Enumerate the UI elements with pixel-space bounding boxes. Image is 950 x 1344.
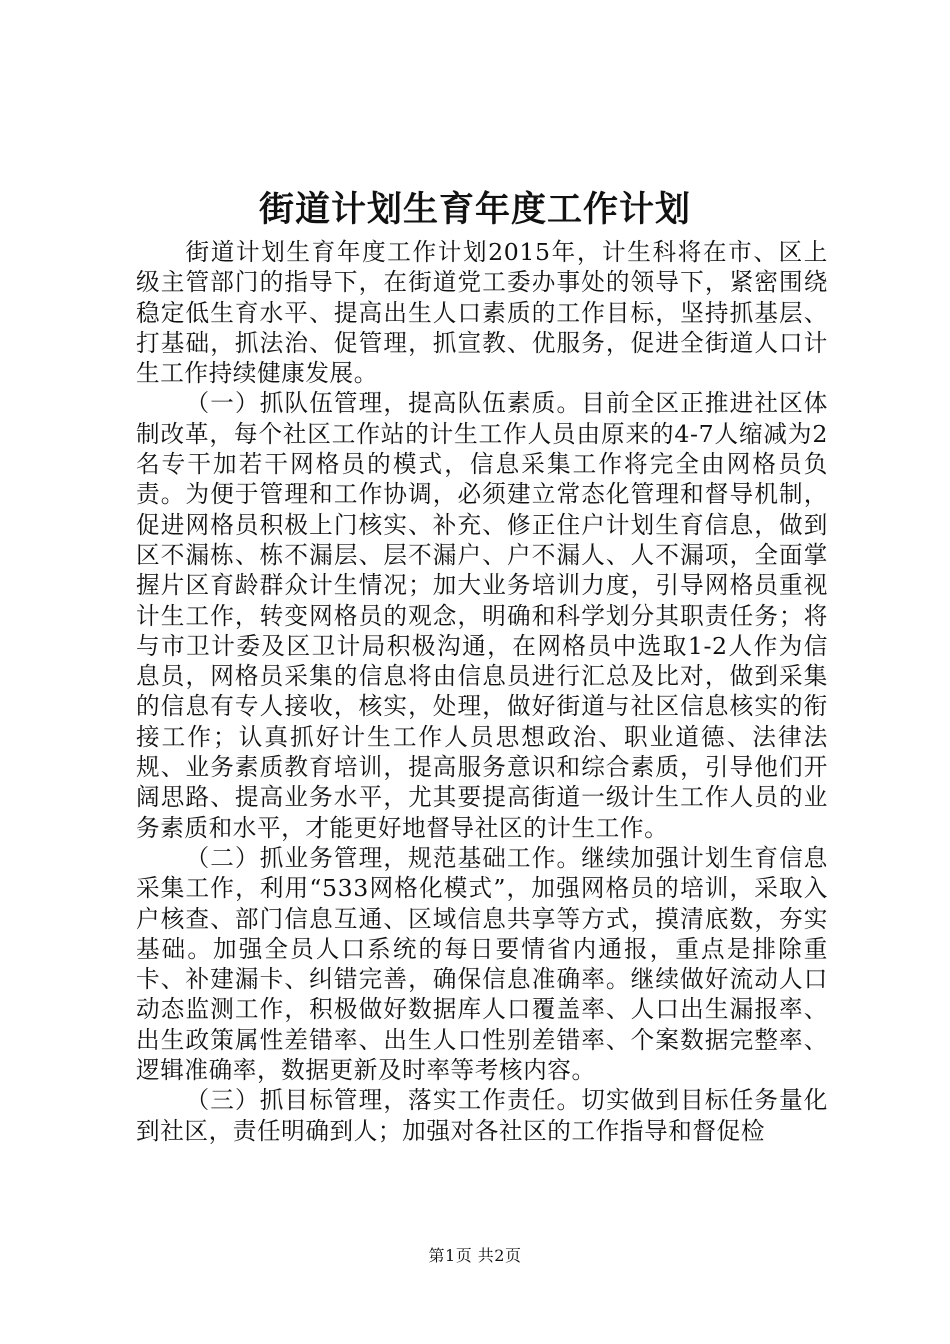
page-number-footer: 第1页 共2页 — [428, 1246, 522, 1265]
paragraph-intro: 街道计划生育年度工作计划2015年，计生科将在市、区上级主管部门的指导下，在街道党工委办事处的领导下，紧密围绕稳定低生育水平、提高出生人口素质的工作目标，坚持抓基层、打基础，抓法治、促管理，抓宣教、优服务，促进全街道人口计生工作持续健康发展。 — [136, 238, 828, 388]
paragraph-section-1: （一）抓队伍管理，提高队伍素质。目前全区正推进社区体制改革，每个社区工作站的计生工作人员由原来的4-7人缩减为2名专干加若干网格员的模式，信息采集工作将完全由网格员负责。为便于管理和工作协调，必须建立常态化管理和督导机制，促进网格员积极上门核实、补充、修正住户计划生育信息，做到区不漏栋、栋不漏层、层不漏户、户不漏人、人不漏项，全面掌握片区育龄群众计生情况；加大业务培训力度，引导网格员重视计生工作，转变网格员的观念，明确和科学划分其职责任务；将与市卫计委及区卫计局积极沟通，在网格员中选取1-2人作为信息员，网格员采集的信息将由信息员进行汇总及比对，做到采集的信息有专人接收，核实，处理，做好街道与社区信息核实的衔接工作；认真抓好计生工作人员思想政治、职业道德、法律法规、业务素质教育培训，提高服务意识和综合素质，引导他们开阔思路、提高业务水平，尤其要提高街道一级计生工作人员的业务素质和水平，才能更好地督导社区的计生工作。 — [136, 389, 828, 842]
document-body — [136, 237, 828, 1146]
document-title: 街道计划生育年度工作计划 — [258, 190, 691, 230]
paragraph-section-2: （二）抓业务管理，规范基础工作。继续加强计划生育信息采集工作，利用“533网格化模式”，加强网格员的培训，采取入户核查、部门信息互通、区域信息共享等方式，摸清底数，夯实基础。加强全员人口系统的每日要情省内通报，重点是排除重卡、补建漏卡、纠错完善，确保信息准确率。继续做好流动人口动态监测工作，积极做好数据库人口覆盖率、人口出生漏报率、出生政策属性差错率、出生人口性别差错率、个案数据完整率、逻辑准确率，数据更新及时率等考核内容。 — [136, 843, 828, 1085]
paragraph-section-3: （三）抓目标管理，落实工作责任。切实做到目标任务量化到社区，责任明确到人；加强对各社区的工作指导和督促检 — [136, 1086, 828, 1145]
